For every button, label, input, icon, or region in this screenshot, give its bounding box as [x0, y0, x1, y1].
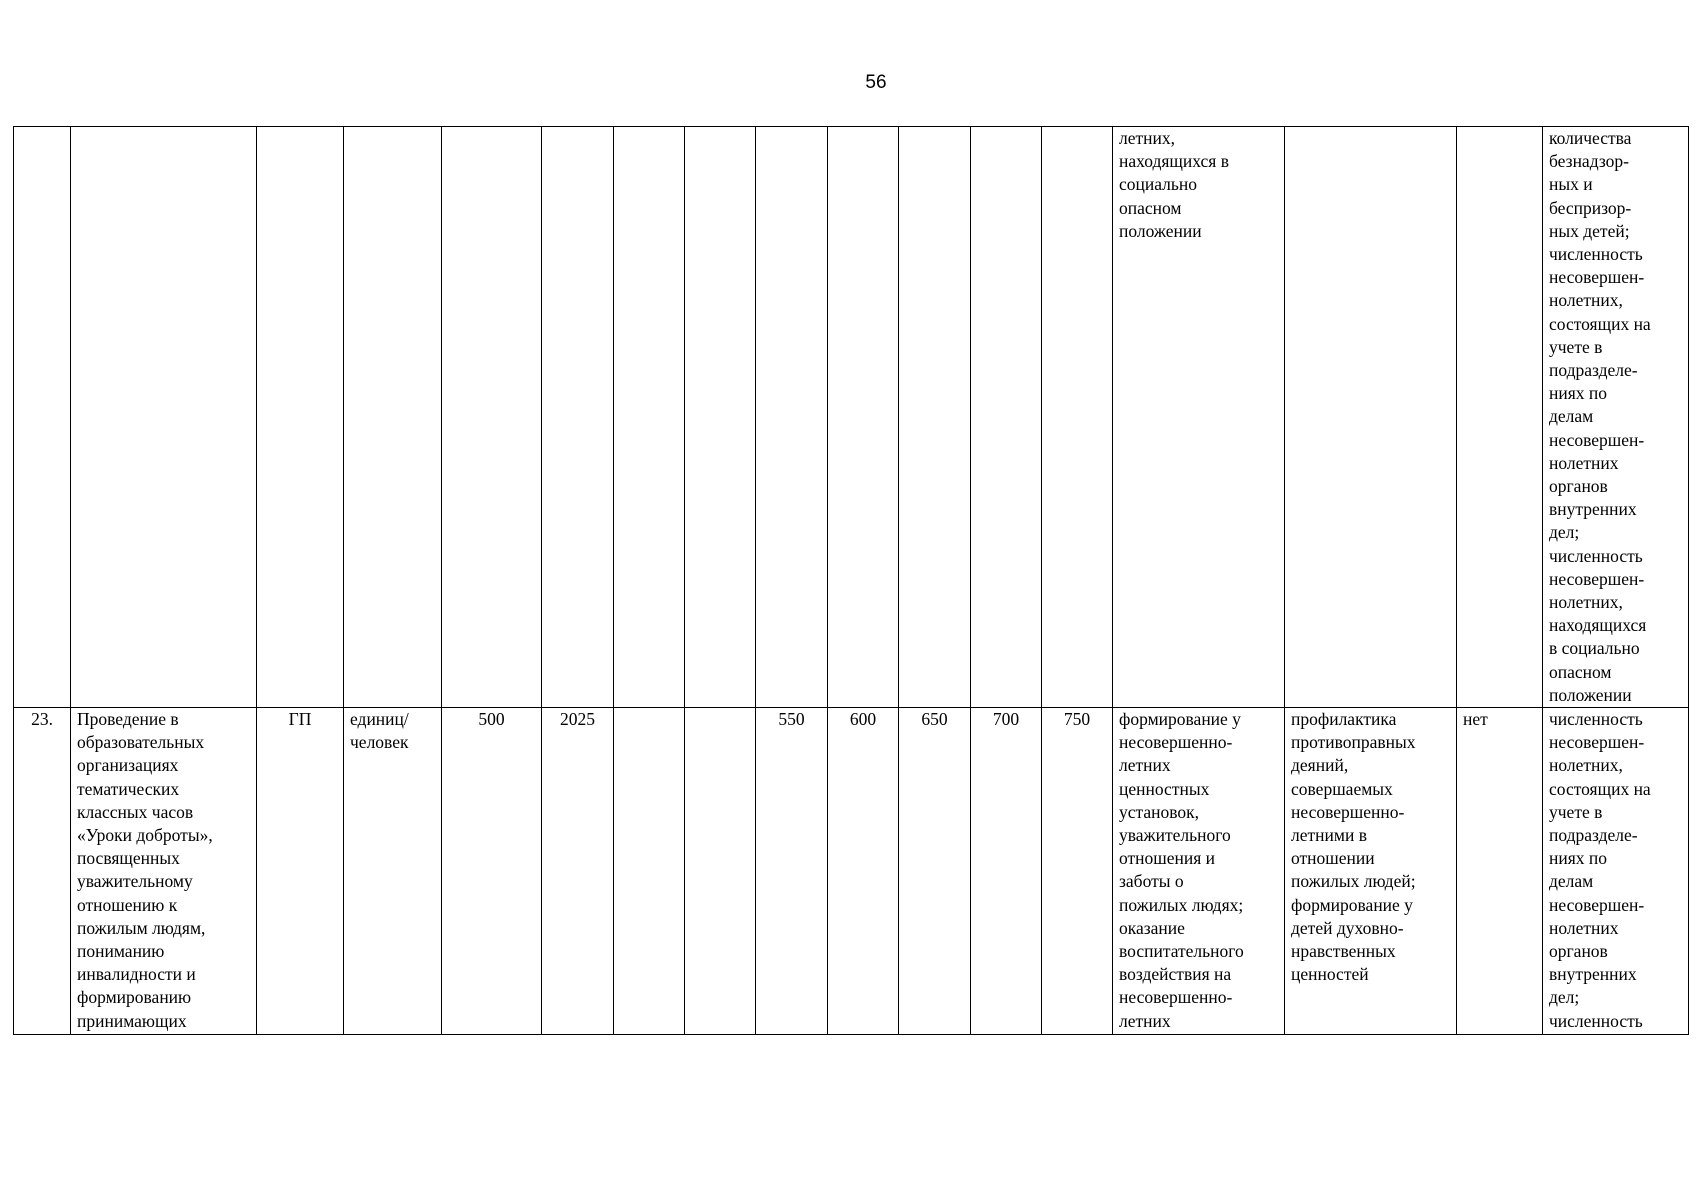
text-line: несовершен-: [1549, 267, 1645, 288]
text-line: внутренних: [1549, 499, 1637, 520]
text-line: органов: [1549, 476, 1608, 497]
text-line: ценностей: [1291, 964, 1369, 985]
cell-effect: [1285, 127, 1457, 708]
text-line: численность: [1549, 545, 1643, 566]
text-line: положении: [1549, 684, 1632, 705]
text-line: ценностных: [1119, 778, 1210, 799]
data-table: [13, 126, 1689, 1035]
text-line: дел;: [1549, 522, 1580, 543]
extra-value: нет: [1463, 709, 1488, 729]
text-line: опасном: [1549, 661, 1612, 682]
cell-base-value: [442, 127, 542, 708]
text-line: несовершен-: [1549, 429, 1645, 450]
text-line: несовершенно-: [1119, 732, 1233, 753]
text-line: нравственных: [1291, 941, 1396, 962]
text-line: инвалидности и: [77, 964, 196, 985]
value: 600: [849, 709, 877, 729]
text-line: летними в: [1291, 825, 1367, 846]
cell-indicator: [1543, 708, 1689, 1035]
text-line: ных и: [1549, 174, 1593, 195]
text-line: воздействия на: [1119, 964, 1232, 985]
base-year: 2025: [560, 709, 595, 729]
text-line: несовершен-: [1549, 568, 1645, 589]
text-line: подразделе-: [1549, 825, 1638, 846]
text-line: ниях по: [1549, 848, 1608, 869]
cell-number: [14, 127, 71, 708]
program-code: ГП: [288, 709, 312, 729]
text-line: заботы о: [1119, 871, 1184, 892]
text-line: воспитательного: [1119, 941, 1244, 962]
text-line: Проведение в: [77, 709, 179, 729]
page-number: 56: [865, 72, 887, 93]
text-line: отношению к: [77, 894, 178, 915]
cell-base-year: [542, 127, 614, 708]
text-line: положении: [1119, 220, 1202, 241]
cell-v5: [1042, 708, 1113, 1035]
text-line: учете в: [1549, 336, 1603, 357]
value: 550: [778, 709, 805, 729]
text-line: находящихся в: [1119, 151, 1229, 172]
text-line: учете в: [1549, 801, 1603, 822]
text-line: подразделе-: [1549, 360, 1638, 381]
text-line: ниях по: [1549, 383, 1608, 404]
cell-target: [1113, 127, 1285, 708]
text-line: опасном: [1119, 197, 1182, 218]
cell-v1: [756, 127, 828, 708]
cell-effect: [1285, 708, 1457, 1035]
text-line: несовершен-: [1549, 732, 1645, 753]
text-line: тематических: [77, 778, 180, 799]
cell-name: [71, 127, 257, 708]
text-line: формирование у: [1119, 709, 1241, 729]
cell-v2: [828, 708, 899, 1035]
cell-v2: [828, 127, 899, 708]
text-line: несовершен-: [1549, 894, 1645, 915]
value: 650: [921, 709, 948, 729]
cell-number: [14, 708, 71, 1035]
text-line: нолетних: [1549, 452, 1619, 473]
text-line: летних,: [1119, 128, 1176, 148]
text-line: несовершенно-: [1119, 987, 1233, 1008]
text-line: нолетних: [1549, 917, 1619, 938]
text-line: беспризор-: [1549, 197, 1632, 218]
cell-v5: [1042, 127, 1113, 708]
cell-indicator: [1543, 127, 1689, 708]
cell-col8: [685, 708, 756, 1035]
row-number: 23.: [31, 709, 53, 729]
text-line: дел;: [1549, 987, 1580, 1008]
text-line: отношения и: [1119, 848, 1216, 869]
text-line: нолетних,: [1549, 290, 1623, 311]
text-line: установок,: [1119, 801, 1200, 822]
cell-v4: [971, 708, 1042, 1035]
text-line: формированию: [77, 987, 192, 1008]
text-line: единиц/: [350, 709, 409, 729]
text-line: находящихся: [1549, 615, 1647, 636]
cell-extra: [1457, 127, 1543, 708]
text-line: летних: [1119, 1010, 1171, 1031]
cell-base-year: [542, 708, 614, 1035]
cell-col8: [685, 127, 756, 708]
text-line: образовательных: [77, 732, 205, 753]
text-line: социально: [1119, 174, 1197, 195]
text-line: организациях: [77, 755, 179, 776]
table-row: [14, 127, 1689, 708]
text-line: органов: [1549, 941, 1608, 962]
text-line: отношении: [1291, 848, 1375, 869]
text-line: формирование у: [1291, 894, 1413, 915]
cell-unit: [344, 127, 442, 708]
text-line: пожилых людей;: [1291, 871, 1416, 892]
text-line: делам: [1549, 871, 1594, 892]
cell-program: [257, 127, 344, 708]
text-line: уважительного: [1119, 825, 1231, 846]
value: 750: [1063, 709, 1091, 729]
cell-col7: [614, 708, 685, 1035]
text-line: численность: [1549, 1010, 1643, 1031]
text-line: профилактика: [1291, 709, 1397, 729]
text-line: оказание: [1119, 917, 1185, 938]
cell-v3: [899, 127, 971, 708]
text-line: «Уроки доброты»,: [77, 825, 213, 846]
text-line: ных детей;: [1549, 220, 1630, 241]
cell-base-value: [442, 708, 542, 1035]
text-line: пожилых людях;: [1119, 894, 1244, 915]
text-line: классных часов: [77, 801, 194, 822]
text-line: численность: [1549, 244, 1643, 265]
value: 700: [992, 709, 1020, 729]
cell-program: [257, 708, 344, 1035]
text-line: совершаемых: [1291, 778, 1393, 799]
text-line: в социально: [1549, 638, 1640, 659]
text-line: пожилым людям,: [77, 917, 206, 938]
text-line: безнадзор-: [1549, 151, 1629, 172]
cell-extra: [1457, 708, 1543, 1035]
text-line: деяний,: [1291, 755, 1349, 776]
text-line: человек: [350, 732, 409, 753]
cell-col7: [614, 127, 685, 708]
cell-target: [1113, 708, 1285, 1035]
text-line: летних: [1119, 755, 1171, 776]
text-line: внутренних: [1549, 964, 1637, 985]
cell-v4: [971, 127, 1042, 708]
text-line: противоправных: [1291, 732, 1416, 753]
text-line: численность: [1549, 709, 1643, 729]
text-line: состоящих на: [1549, 778, 1651, 799]
cell-v1: [756, 708, 828, 1035]
text-line: количества: [1549, 128, 1632, 148]
text-line: нолетних,: [1549, 755, 1623, 776]
cell-unit: [344, 708, 442, 1035]
text-line: уважительному: [77, 871, 193, 892]
text-line: состоящих на: [1549, 313, 1651, 334]
text-line: принимающих: [77, 1010, 187, 1031]
text-line: пониманию: [77, 941, 165, 962]
base-value: 500: [478, 709, 505, 729]
text-line: посвященных: [77, 848, 180, 869]
cell-name: [71, 708, 257, 1035]
table-row: [14, 708, 1689, 1035]
text-line: нолетних,: [1549, 592, 1623, 613]
text-line: делам: [1549, 406, 1594, 427]
cell-v3: [899, 708, 971, 1035]
text-line: несовершенно-: [1291, 801, 1405, 822]
text-line: детей духовно-: [1291, 917, 1404, 938]
